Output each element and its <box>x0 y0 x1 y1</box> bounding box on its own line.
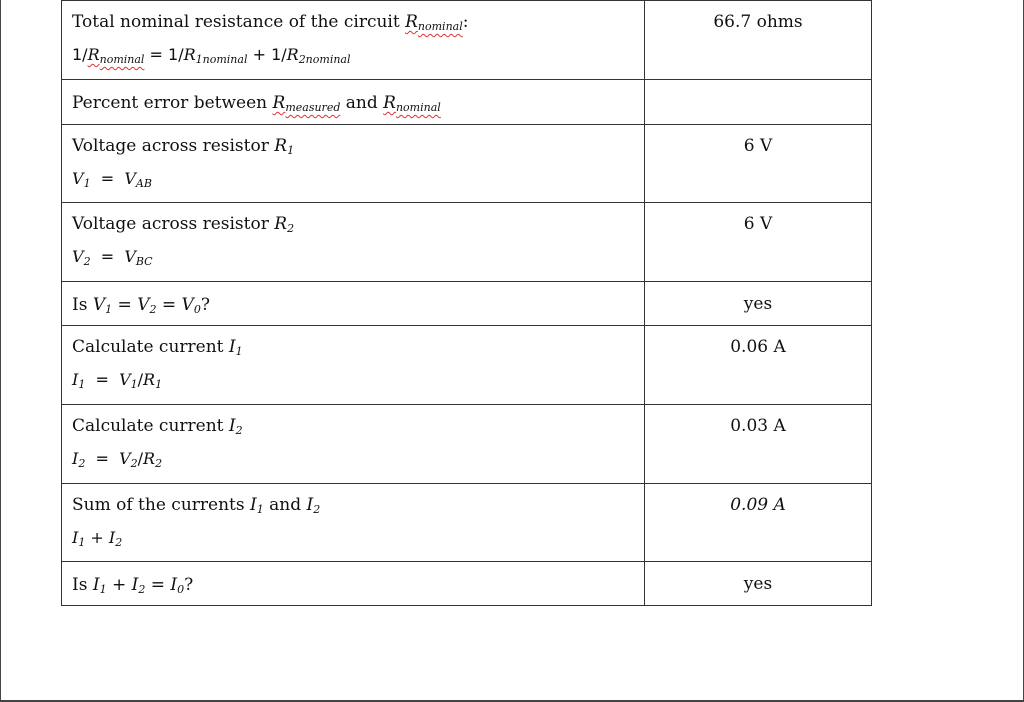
answer-cell <box>645 282 872 326</box>
table-row <box>62 282 872 326</box>
question-cell <box>62 405 645 484</box>
answer-value: 66.7 ohms <box>713 12 803 32</box>
formula: $I_2 = V_2/R_2$ <box>72 449 163 470</box>
question-cell <box>62 282 645 326</box>
answer-cell <box>645 80 872 125</box>
formula: $I_1 + I_2$ <box>72 528 123 549</box>
formula: $V_1 = V_{AB}$ <box>72 169 152 190</box>
question-text: Sum of the currents $I_1$ and $I_2$ <box>72 495 321 516</box>
question-cell <box>62 125 645 203</box>
answer-value: 6 V <box>743 136 773 156</box>
question-text: Calculate current $I_2$ <box>72 416 243 437</box>
answer-cell <box>645 203 872 282</box>
question-text: Is $V_1 = V_2 = V_0$? <box>72 295 210 316</box>
question-text: Percent error between $R_{measured}$ and $R_{nominal}$ <box>72 93 441 114</box>
table-row <box>62 203 872 282</box>
question-cell <box>62 80 645 125</box>
formula: $V_2 = V_{BC}$ <box>72 247 153 268</box>
answer-value: yes <box>743 294 773 314</box>
answer-cell <box>645 125 872 203</box>
table-row <box>62 125 872 203</box>
table-row <box>62 326 872 405</box>
answer-value: 0.06 A <box>730 337 786 357</box>
question-text: Is $I_1 + I_2 = I_0$? <box>72 575 194 596</box>
table-row <box>62 1 872 80</box>
table-row <box>62 80 872 125</box>
question-cell <box>62 562 645 606</box>
answer-value: 0.03 A <box>730 416 786 436</box>
question-cell <box>62 1 645 80</box>
table-row <box>62 484 872 562</box>
question-text: Voltage across resistor $R_1$ <box>72 136 295 157</box>
question-cell <box>62 484 645 562</box>
answer-value: yes <box>743 574 773 594</box>
answer-cell <box>645 405 872 484</box>
question-text: Voltage across resistor $R_2$ <box>72 214 295 235</box>
answer-value: 0.09 A <box>730 495 786 515</box>
question-cell <box>62 203 645 282</box>
question-text: Calculate current $I_1$ <box>72 337 243 358</box>
question-cell <box>62 326 645 405</box>
question-text: Total nominal resistance of the circuit $R_{nominal}$: <box>72 12 469 33</box>
answer-cell <box>645 326 872 405</box>
answer-cell <box>645 1 872 80</box>
results-table <box>61 0 872 606</box>
formula: $I_1 = V_1/R_1$ <box>72 370 163 391</box>
table-row <box>62 562 872 606</box>
answer-cell <box>645 562 872 606</box>
answer-value: 6 V <box>743 214 773 234</box>
answer-cell <box>645 484 872 562</box>
formula: $1/R_{nominal} = 1/R_{1nominal} + 1/R_{2nominal}$ <box>72 45 351 66</box>
table-row <box>62 405 872 484</box>
